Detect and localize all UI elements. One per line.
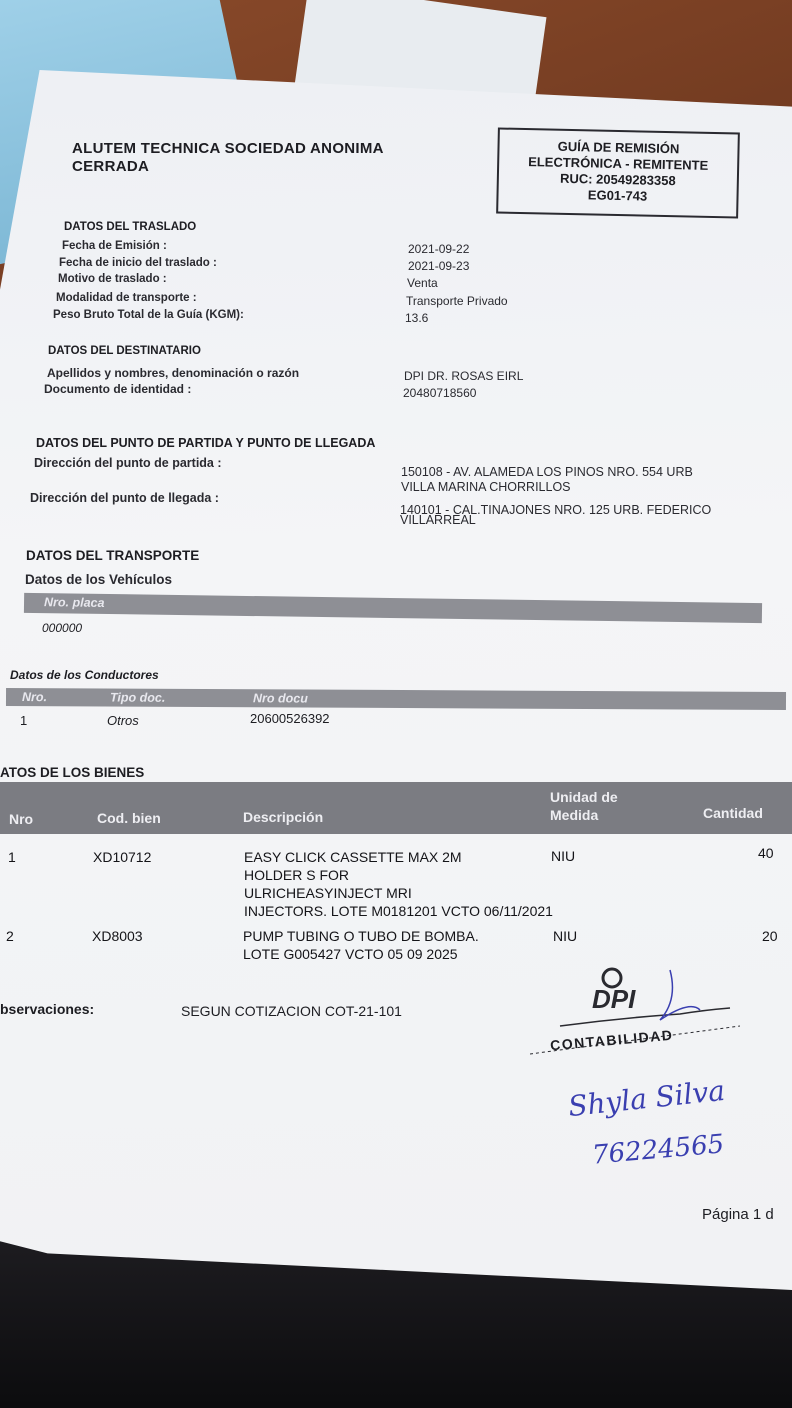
cond-tipo: Otros — [107, 713, 139, 728]
bienes-header-nro: Nro — [9, 811, 34, 827]
bien-2-unidad: NIU — [553, 928, 578, 944]
observaciones-value: SEGUN COTIZACION COT-21-101 — [181, 1003, 402, 1019]
bien-1-desc-line4: INJECTORS. LOTE M0181201 VCTO 06/11/2021 — [244, 903, 553, 919]
modalidad-label: Modalidad de transporte : — [56, 292, 197, 304]
razon-label: Apellidos y nombres, denominación o razón — [47, 366, 300, 380]
guia-subtitle: ELECTRÓNICA - REMITENTE — [528, 154, 709, 173]
bienes-title: ATOS DE LOS BIENES — [0, 765, 145, 780]
bien-1-desc-line2: HOLDER S FOR — [244, 867, 350, 883]
bien-1-cod: XD10712 — [93, 849, 152, 865]
documento-label: Documento de identidad : — [44, 382, 192, 396]
llegada-line1: 140101 - CAL.TINAJONES NRO. 125 URB. FEDERICO — [400, 503, 712, 517]
bien-2-desc-line2: LOTE G005427 VCTO 05 09 2025 — [243, 946, 458, 962]
signature-id: 76224565 — [590, 1129, 726, 1171]
motivo-label: Motivo de traslado : — [58, 273, 167, 285]
company-name-line2: CERRADA — [72, 158, 150, 175]
partida-label: Dirección del punto de partida : — [34, 456, 222, 470]
page-number: Página 1 d — [702, 1206, 774, 1223]
company-name — [72, 140, 384, 176]
transporte-title: DATOS DEL TRANSPORTE — [26, 548, 200, 563]
company-stamp — [530, 960, 740, 1060]
observaciones-label: bservaciones: — [0, 1001, 95, 1017]
stamp-logo-text: DPI — [592, 984, 636, 1014]
llegada-label: Dirección del punto de llegada : — [30, 491, 219, 505]
partida-line2: VILLA MARINA CHORRILLOS — [401, 480, 571, 494]
destinatario-title: DATOS DEL DESTINATARIO — [48, 345, 201, 357]
cond-header-nro: Nro. — [21, 690, 48, 705]
bien-1-cant: 40 — [758, 845, 774, 861]
bien-1-nro: 1 — [8, 849, 16, 865]
bien-1-desc-line1: EASY CLICK CASSETTE MAX 2M — [244, 849, 462, 865]
fecha-inicio-label: Fecha de inicio del traslado : — [59, 257, 217, 269]
razon-value: DPI DR. ROSAS EIRL — [404, 369, 524, 383]
bien-2-desc-line1: PUMP TUBING O TUBO DE BOMBA. — [243, 928, 479, 944]
vehiculos-title: Datos de los Vehículos — [25, 572, 173, 587]
bienes-header-cod: Cod. bien — [97, 810, 161, 826]
bienes-header-desc: Descripción — [243, 809, 324, 825]
bien-1-unidad: NIU — [551, 848, 576, 864]
peso-label: Peso Bruto Total de la Guía (KGM): — [53, 309, 244, 321]
bienes-header-unidad1: Unidad de — [550, 789, 618, 805]
cond-header-nrodoc: Nro docu — [252, 691, 308, 706]
company-name-line1: ALUTEM TECHNICA SOCIEDAD ANONIMA — [72, 140, 384, 157]
placa-header: Nro. placa — [43, 595, 105, 610]
bien-2-cod: XD8003 — [92, 928, 143, 944]
cond-header-tipo: Tipo doc. — [109, 690, 166, 705]
guia-title: GUÍA DE REMISIÓN — [557, 138, 680, 157]
bien-2-nro: 2 — [6, 928, 14, 944]
bien-2-cant: 20 — [762, 928, 778, 944]
fecha-emision-value: 2021-09-22 — [408, 242, 470, 256]
cond-nro: 1 — [20, 713, 28, 728]
bien-1-desc — [244, 848, 553, 920]
conductores-title: Datos de los Conductores — [10, 668, 159, 682]
signature-name: Shyla Silva — [566, 1073, 727, 1124]
peso-value: 13.6 — [405, 311, 429, 325]
bien-1-desc-line3: ULRICHEASYINJECT MRI — [244, 885, 412, 901]
stamp-area: CONTABILIDAD — [549, 1026, 674, 1054]
placa-value: 000000 — [42, 621, 83, 635]
ruc: RUC: 20549283358 — [559, 170, 676, 189]
documento-value: 20480718560 — [403, 386, 477, 400]
cond-nrodoc: 20600526392 — [250, 711, 330, 726]
guia-number: EG01-743 — [587, 187, 648, 204]
bienes-header — [0, 782, 792, 834]
motivo-value: Venta — [407, 276, 438, 290]
bienes-header-cant: Cantidad — [703, 805, 763, 821]
partida-line1: 150108 - AV. ALAMEDA LOS PINOS NRO. 554 URB — [401, 465, 693, 479]
fecha-emision-label: Fecha de Emisión : — [62, 240, 167, 252]
modalidad-value: Transporte Privado — [406, 294, 508, 308]
fecha-inicio-value: 2021-09-23 — [408, 259, 470, 273]
traslado-title: DATOS DEL TRASLADO — [64, 221, 197, 233]
llegada-line2: VILLARREAL — [400, 513, 476, 527]
puntos-title: DATOS DEL PUNTO DE PARTIDA Y PUNTO DE LLEGADA — [36, 436, 376, 450]
bienes-header-unidad2: Medida — [550, 807, 599, 823]
guia-box — [496, 127, 740, 218]
bien-2-desc — [243, 927, 479, 963]
